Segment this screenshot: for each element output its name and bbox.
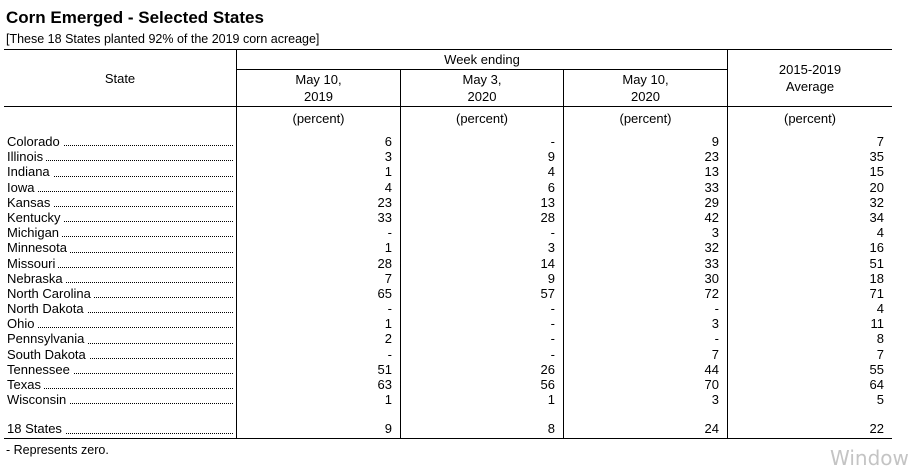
row-stub [7,377,233,392]
state-name: Ohio [7,316,37,331]
value-cell-col1: 28 [377,255,392,271]
unit-label-col1: (percent) [292,111,345,126]
value-cell-col1: 6 [384,134,392,149]
row-stub [7,134,233,149]
state-name: Texas [7,377,44,392]
value-cell-col3: 70 [704,377,719,392]
state-name: 18 States [7,421,65,436]
value-cell-col4: 4 [876,301,884,317]
table-body [0,134,896,437]
row-stub [7,256,233,271]
table-row [0,331,896,346]
value-cell-col2: - [550,346,555,362]
value-cell-col1: 1 [384,164,392,180]
value-cell-col3: 3 [711,225,719,241]
row-stub [7,392,233,407]
value-cell-col2: 8 [547,421,555,437]
row-stub [7,225,233,240]
value-cell-col4: 32 [869,194,884,210]
table-subtitle: [These 18 States planted 92% of the 2019 corn acreage] [6,32,320,46]
row-stub [7,331,233,346]
value-cell-col4: 18 [869,270,884,286]
state-name: Michigan [7,225,62,240]
value-cell-col2: 28 [540,209,555,225]
table-row [0,195,896,210]
value-cell-col2: 26 [540,361,555,377]
header-week-ending: Week ending [444,52,520,67]
value-cell-col1: 23 [377,194,392,210]
value-cell-col1: 4 [384,179,392,195]
table-row [0,164,896,179]
value-cell-col4: 11 [870,316,884,332]
state-name: North Carolina [7,286,94,301]
table-row [0,256,896,271]
value-cell-col3: 7 [711,346,719,362]
value-cell-col3: 33 [704,255,719,271]
value-cell-col3: 29 [704,194,719,210]
value-cell-col3: 72 [704,285,719,301]
value-cell-col1: 7 [384,270,392,286]
value-cell-col2: 13 [540,194,555,210]
value-cell-col4: 4 [876,225,884,241]
value-cell-col2: 9 [547,149,555,165]
row-stub [7,301,233,316]
value-cell-col2: - [550,225,555,241]
value-cell-col2: - [550,331,555,347]
week-ending-rule [236,69,727,70]
table-row [0,347,896,362]
value-cell-col1: 51 [377,361,392,377]
row-stub [7,149,233,164]
value-cell-col1: 33 [377,209,392,225]
value-cell-col4: 71 [869,285,884,301]
value-cell-col1: 1 [384,240,392,256]
value-cell-col3: 30 [704,270,719,286]
row-stub [7,240,233,255]
value-cell-col4: 20 [869,179,884,195]
table-row [0,134,896,149]
header-col-may10-2019 [237,71,400,105]
value-cell-col3: 32 [704,240,719,256]
value-cell-col3: 44 [704,361,719,377]
table-row [0,149,896,164]
windows-activation-watermark: Window [830,446,909,470]
value-cell-col1: 1 [384,392,392,408]
state-name: Tennessee [7,362,73,377]
table-row [0,286,896,301]
row-stub [7,164,233,179]
value-cell-col2: 14 [540,255,555,271]
header-col3-line2: 2020 [631,89,660,104]
state-name: Wisconsin [7,392,69,407]
value-cell-col2: 3 [547,240,555,256]
state-name: Illinois [7,149,46,164]
row-stub [7,421,233,436]
footnote: - Represents zero. [6,443,109,457]
state-name: Kansas [7,195,53,210]
state-name: North Dakota [7,301,87,316]
value-cell-col1: 3 [384,149,392,165]
value-cell-col3: 23 [704,149,719,165]
table-row [0,271,896,286]
value-cell-col1: 2 [384,331,392,347]
header-col-may3-2020 [401,71,563,105]
value-cell-col4: 55 [869,361,884,377]
value-cell-col3: 13 [704,164,719,180]
row-stub [7,195,233,210]
value-cell-col2: - [550,134,555,149]
value-cell-col2: 56 [540,377,555,392]
value-cell-col4: 51 [869,255,884,271]
value-cell-col4: 7 [876,134,884,149]
value-cell-col2: 9 [547,270,555,286]
state-name: Indiana [7,164,53,179]
state-name: South Dakota [7,347,89,362]
value-cell-col2: 6 [547,179,555,195]
header-col-average [728,61,892,95]
table-row [0,392,896,407]
state-name: Missouri [7,256,58,271]
value-cell-col4: 22 [869,421,884,437]
value-cell-col4: 34 [869,209,884,225]
table-row [0,362,896,377]
value-cell-col2: 57 [540,285,555,301]
row-stub [7,316,233,331]
value-cell-col1: 65 [377,285,392,301]
table-row [0,180,896,195]
header-top-rule [4,49,892,50]
unit-label-col4: (percent) [783,111,837,126]
value-cell-col3: - [714,301,719,317]
value-cell-col3: 42 [704,209,719,225]
header-col-may10-2020 [564,71,727,105]
row-stub [7,210,233,225]
header-bottom-rule [4,106,892,107]
value-cell-col1: - [387,301,392,317]
value-cell-col1: 1 [384,316,392,332]
value-cell-col3: 3 [711,392,719,408]
header-col1-line1: May 10, [295,72,342,87]
state-name: Iowa [7,180,37,195]
table-total-row [0,421,896,436]
value-cell-col4: 8 [876,331,884,347]
header-col2-line1: May 3, [462,72,502,87]
value-cell-col2: 1 [547,392,555,408]
value-cell-col3: 33 [704,179,719,195]
value-cell-col2: 4 [547,164,555,180]
state-name: Colorado [7,134,63,149]
value-cell-col2: - [550,301,555,317]
header-col4-line1: 2015-2019 [778,62,842,77]
row-stub [7,180,233,195]
state-name: Pennsylvania [7,331,87,346]
unit-label-col3: (percent) [619,111,672,126]
table-row [0,316,896,331]
table-title: Corn Emerged - Selected States [6,8,264,27]
value-cell-col3: 9 [711,134,719,149]
value-cell-col4: 35 [869,149,884,165]
value-cell-col4: 5 [876,392,884,408]
table-row [0,225,896,240]
header-col4-line2: Average [785,79,835,94]
table-row [0,240,896,255]
header-state: State [104,71,136,86]
value-cell-col4: 16 [869,240,884,256]
table-row [0,301,896,316]
value-cell-col3: 3 [711,316,719,332]
header-col3-line1: May 10, [622,72,669,87]
state-name: Minnesota [7,240,70,255]
value-cell-col4: 64 [869,377,884,392]
state-name: Kentucky [7,210,63,225]
value-cell-col4: 15 [869,164,884,180]
unit-label-col2: (percent) [455,111,509,126]
table-bottom-rule [4,438,892,439]
value-cell-col4: 7 [876,346,884,362]
value-cell-col1: - [387,225,392,241]
value-cell-col3: - [714,331,719,347]
value-cell-col1: - [387,346,392,362]
leader-dots [7,191,233,192]
row-stub [7,347,233,362]
value-cell-col1: 9 [384,421,392,437]
row-stub [7,362,233,377]
row-stub [7,271,233,286]
table-row [0,210,896,225]
value-cell-col2: - [550,316,555,332]
row-stub [7,286,233,301]
header-col1-line2: 2019 [304,89,333,104]
value-cell-col3: 24 [704,421,719,437]
state-name: Nebraska [7,271,66,286]
value-cell-col1: 63 [377,377,392,392]
table-row [0,377,896,392]
header-col2-line2: 2020 [467,89,497,104]
leader-dots [7,327,233,328]
